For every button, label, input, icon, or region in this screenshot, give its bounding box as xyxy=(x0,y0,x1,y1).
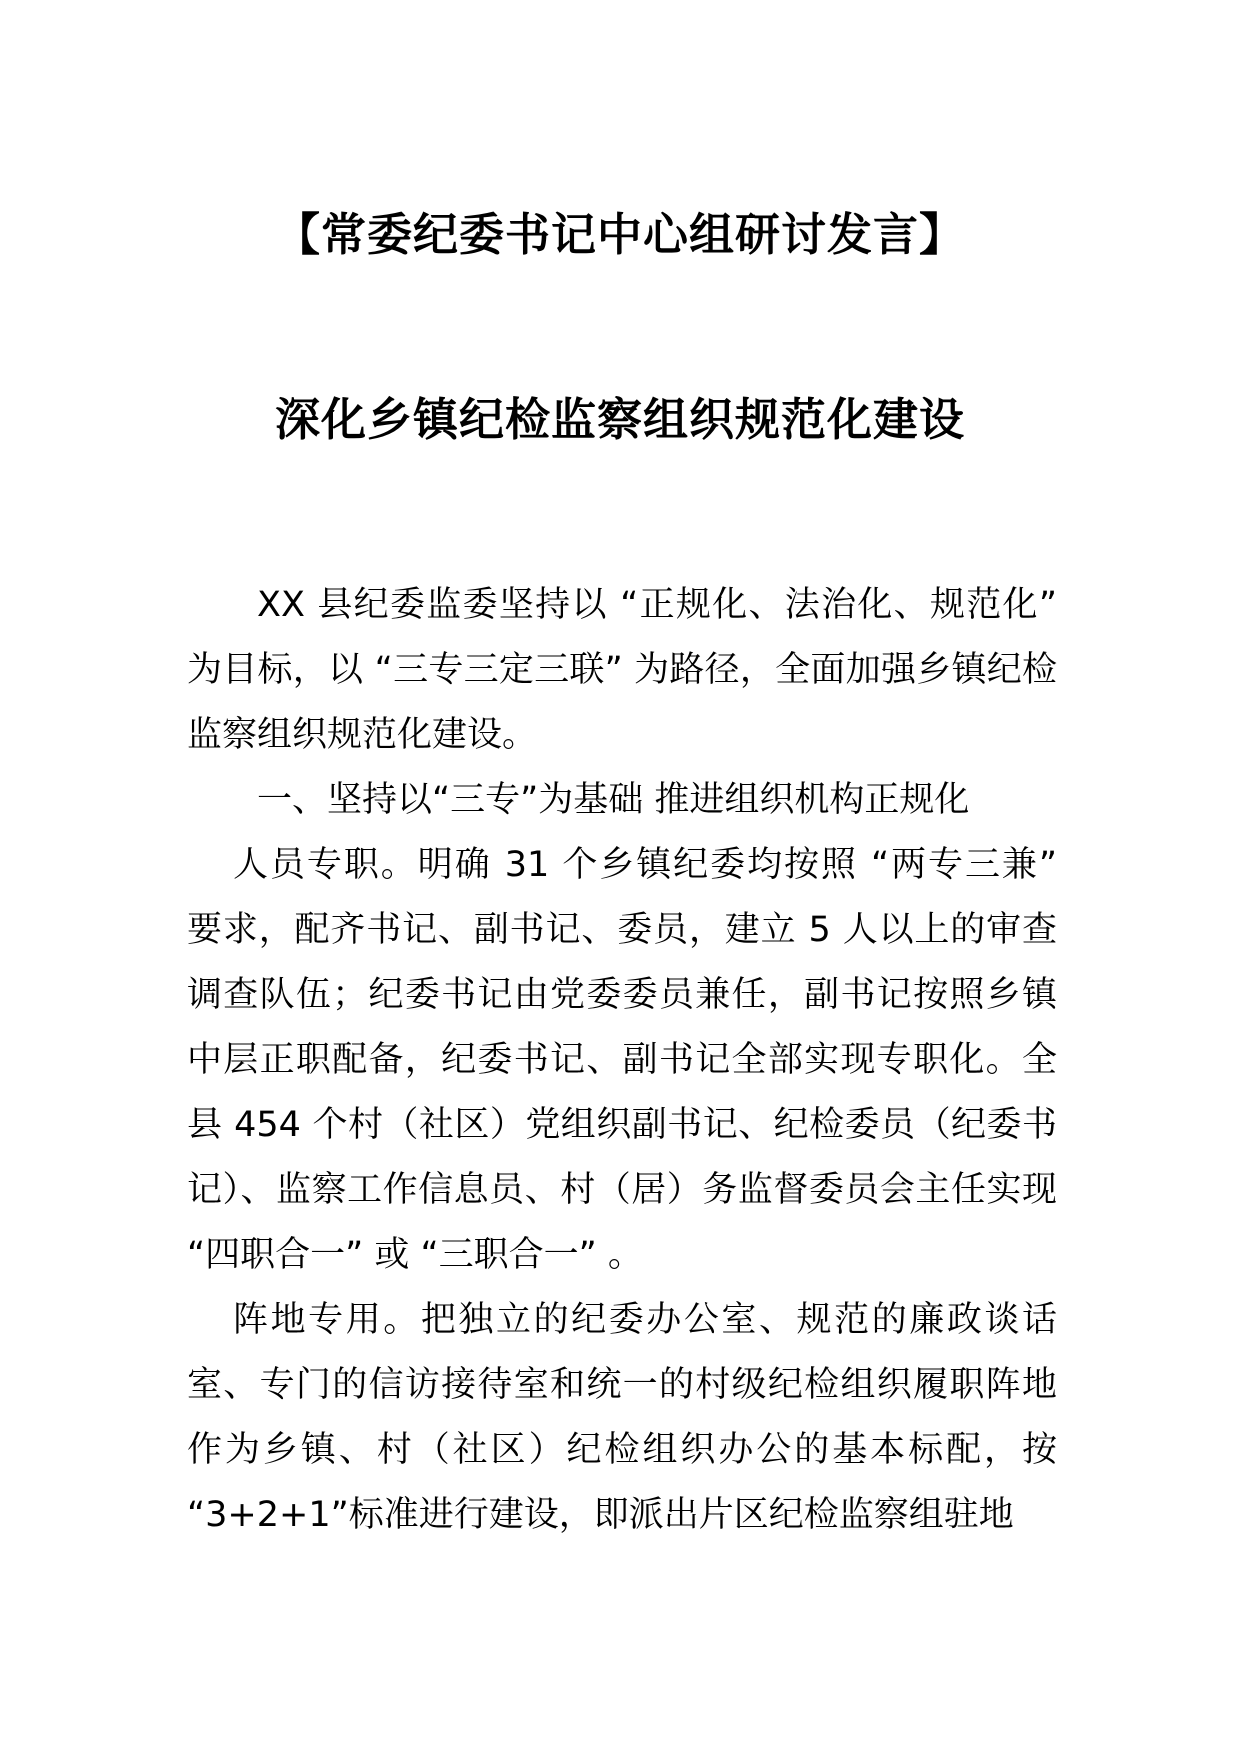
paragraph-personnel: 人员专职。明确 31 个乡镇纪委均按照 “两专三兼” 要求，配齐书记、副书记、委员，建立 5 人以上的审查调查队伍；纪委书记由党委委员兼任，副书记按照乡镇中层正职配备，纪委书记、副书记全部实现专职化。全县 454 个村（社区）党组织副书记、纪检委员（纪委书记）、监察工作信息员、村（居）务监督委员会主任实现 “四职合一” 或 “三职合一” 。 xyxy=(187,845,1057,1275)
document-title: 【常委纪委书记中心组研讨发言】 xyxy=(274,208,965,261)
intro-paragraph: XX 县纪委监委坚持以 “正规化、法治化、规范化” 为目标，以 “三专三定三联” 为路径，全面加强乡镇纪检监察组织规范化建设。 xyxy=(187,585,1057,755)
paragraph-facilities: 阵地专用。把独立的纪委办公室、规范的廉政谈话室、专门的信访接待室和统一的村级纪检组织履职阵地作为乡镇、村（社区）纪检组织办公的基本标配，按 “3+2+1”标准进行建设，即派出片区纪检监察组驻地 xyxy=(187,1300,1057,1535)
document-body xyxy=(187,573,1057,1548)
section-heading: 一、坚持以“三专”为基础 推进组织机构正规化 xyxy=(257,780,970,820)
document-subtitle: 深化乡镇纪检监察组织规范化建设 xyxy=(274,393,965,446)
